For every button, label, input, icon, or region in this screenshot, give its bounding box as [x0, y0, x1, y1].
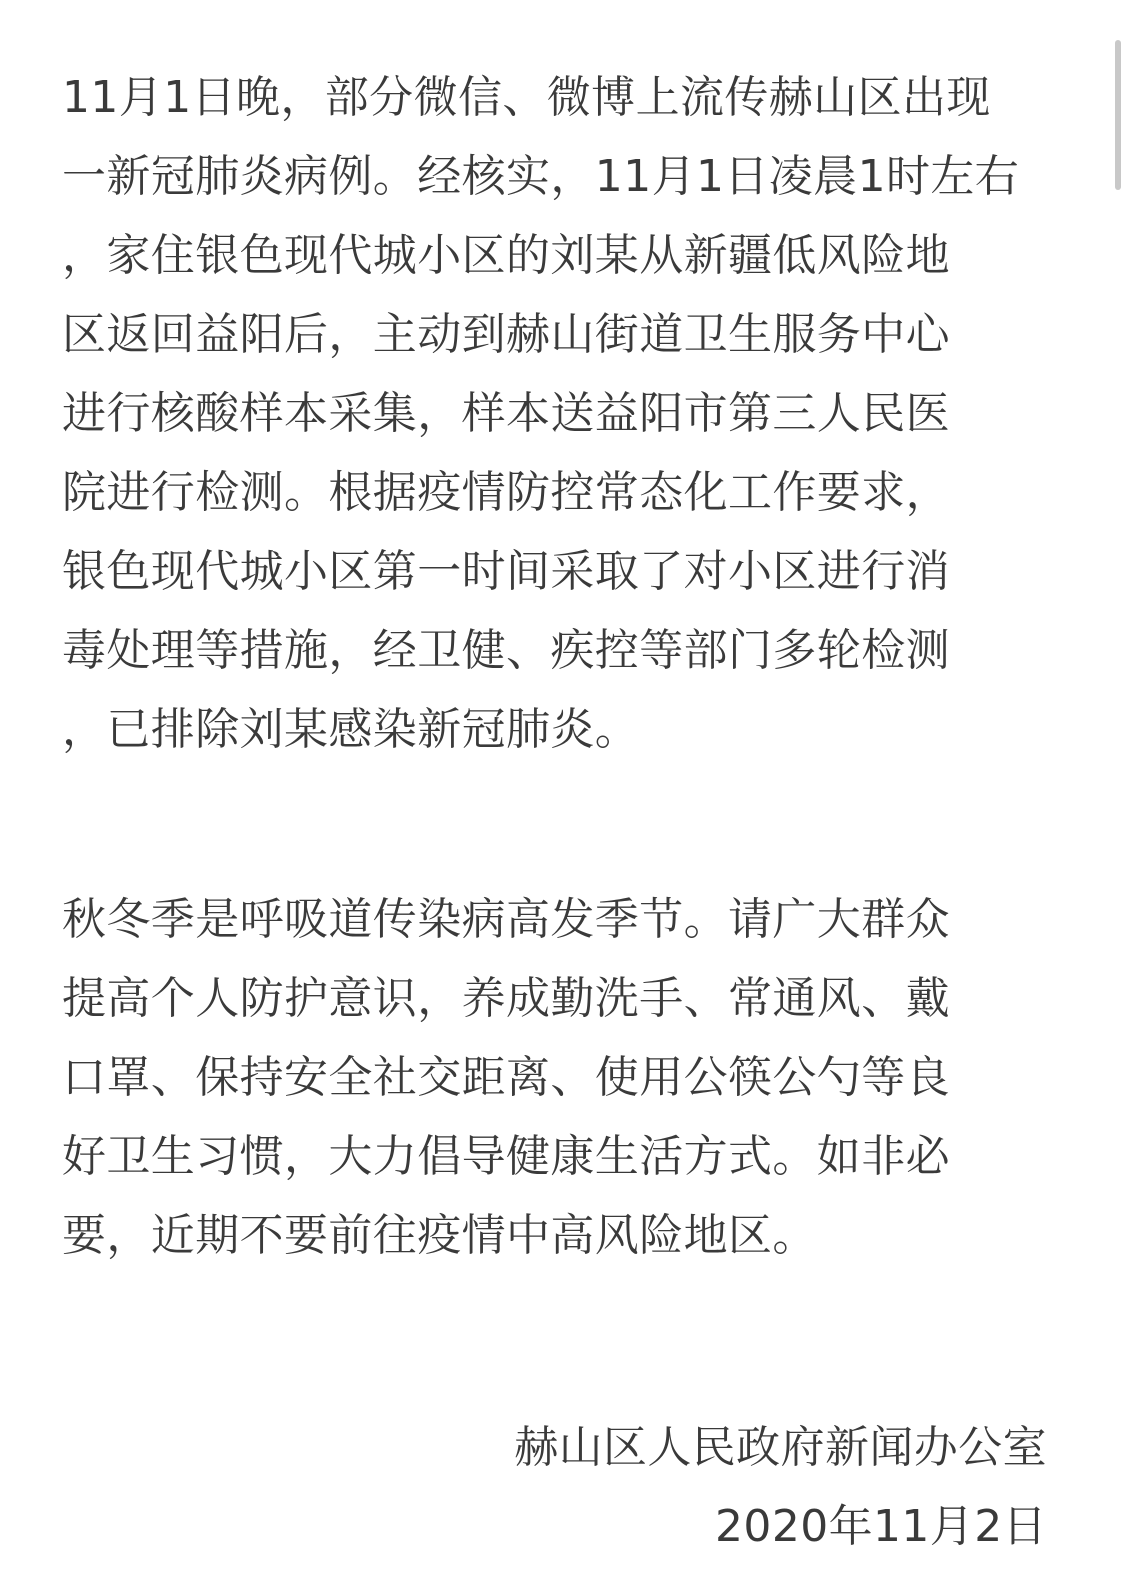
paragraph-line: 进行核酸样本采集，样本送益阳市第三人民医 — [62, 388, 950, 439]
paragraph-line: 好卫生习惯，大力倡导健康生活方式。如非必 — [62, 1131, 950, 1182]
signature-organization: 赫山区人民政府新闻办公室 — [514, 1422, 1047, 1473]
paragraph-line: 11月1日晚，部分微信、微博上流传赫山区出现 — [62, 72, 991, 123]
scrollbar-thumb[interactable] — [1115, 40, 1121, 190]
signature-block — [514, 1408, 1047, 1566]
paragraph-line: 毒处理等措施，经卫健、疾控等部门多轮检测 — [62, 625, 950, 676]
paragraph-line: 要，近期不要前往疫情中高风险地区。 — [62, 1210, 817, 1261]
paragraph-line: ，家住银色现代城小区的刘某从新疆低风险地 — [62, 230, 950, 281]
paragraph-line: 院进行检测。根据疫情防控常态化工作要求， — [62, 467, 950, 518]
paragraph-line: 银色现代城小区第一时间采取了对小区进行消 — [62, 546, 950, 597]
paragraph-line: 秋冬季是呼吸道传染病高发季节。请广大群众 — [62, 894, 950, 945]
signature-date: 2020年11月2日 — [715, 1501, 1047, 1552]
paragraph-line: 一新冠肺炎病例。经核实，11月1日凌晨1时左右 — [62, 151, 1020, 202]
article-paragraph-2 — [62, 880, 1047, 1275]
paragraph-line: ，已排除刘某感染新冠肺炎。 — [62, 704, 640, 755]
paragraph-line: 口罩、保持安全社交距离、使用公筷公勺等良 — [62, 1052, 950, 1103]
paragraph-line: 区返回益阳后，主动到赫山街道卫生服务中心 — [62, 309, 950, 360]
paragraph-line: 提高个人防护意识，养成勤洗手、常通风、戴 — [62, 973, 950, 1024]
article-paragraph-1 — [62, 58, 1047, 769]
